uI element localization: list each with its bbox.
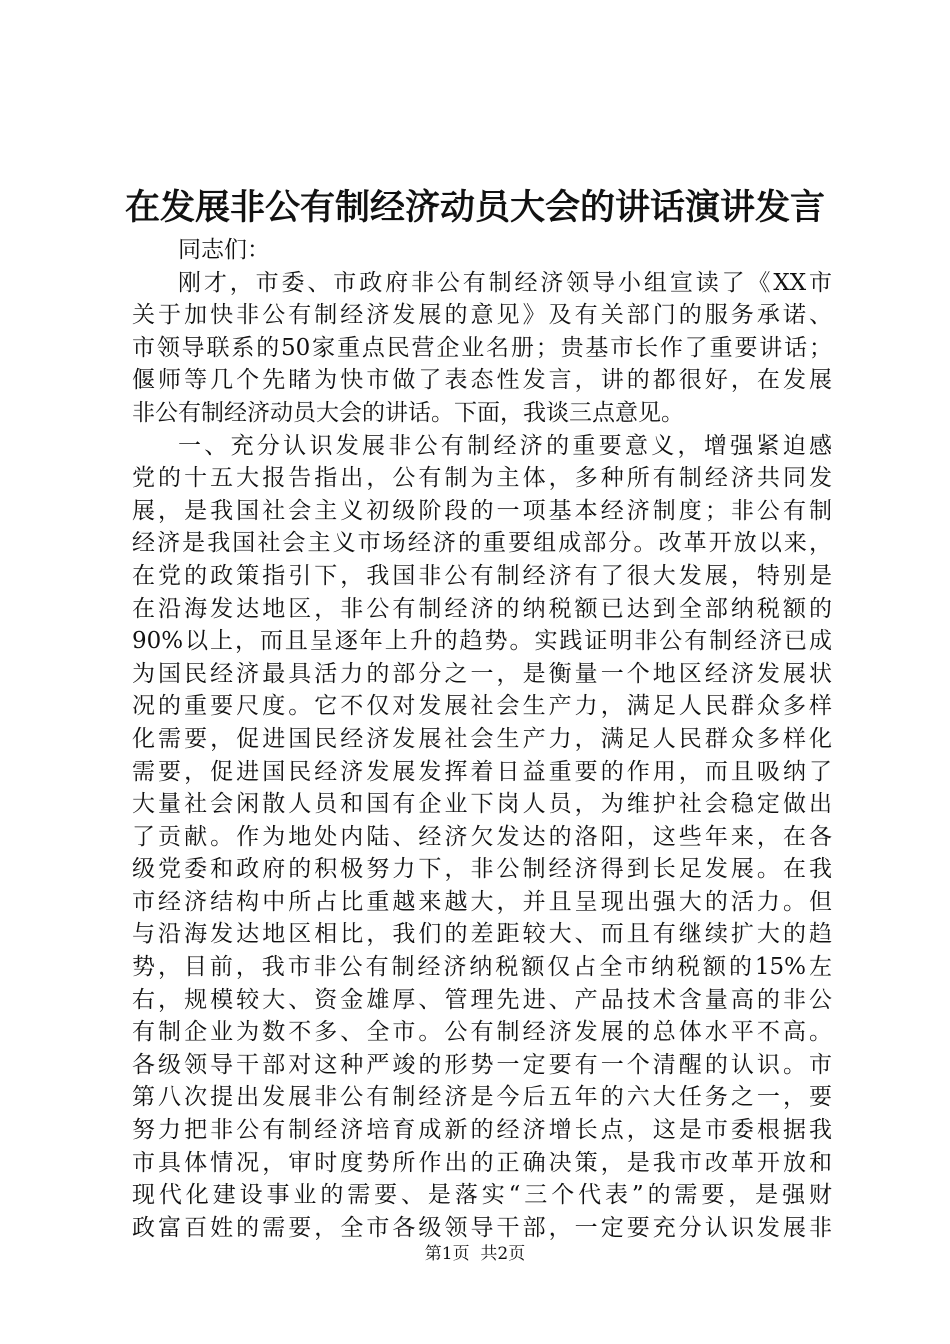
body-line: 刚才，市委、市政府非公有制经济领导小组宣读了《XX市 [178,269,832,296]
body-line: 非公有制经济动员大会的讲话。下面，我谈三点意见。 [132,399,684,426]
body-line: 90%以上，而且呈逐年上升的趋势。实践证明非公有制经济已成 [132,628,832,655]
body-line: 在党的政策指引下，我国非公有制经济有了很大发展，特别是 [132,562,832,589]
body-line: 势，目前，我市非公有制经济纳税额仅占全市纳税额的15%左 [132,954,832,981]
body-line: 党的十五大报告指出，公有制为主体，多种所有制经济共同发 [132,465,832,492]
body-line: 政富百姓的需要，全市各级领导干部，一定要充分认识发展非 [132,1214,832,1241]
body-line: 与沿海发达地区相比，我们的差距较大、而且有继续扩大的趋 [132,921,832,948]
body-line: 化需要，促进国民经济发展社会生产力，满足人民群众多样化 [132,725,832,752]
page-footer [0,1242,950,1266]
body-line: 第八次提出发展非公有制经济是今后五年的六大任务之一，要 [132,1084,832,1111]
body-line: 市领导联系的50家重点民营企业名册；贵基市长作了重要讲话； [132,334,832,361]
body-line: 经济是我国社会主义市场经济的重要组成部分。改革开放以来， [132,530,832,557]
body-line: 大量社会闲散人员和国有企业下岗人员，为维护社会稳定做出 [132,791,832,818]
body-line: 关于加快非公有制经济发展的意见》及有关部门的服务承诺、 [132,302,832,329]
document-body [132,234,832,1244]
body-line: 在沿海发达地区，非公有制经济的纳税额已达到全部纳税额的 [132,595,832,622]
body-line: 市经济结构中所占比重越来越大，并且呈现出强大的活力。但 [132,888,832,915]
body-line: 了贡献。作为地处内陆、经济欠发达的洛阳，这些年来，在各 [132,823,832,850]
body-line: 为国民经济最具活力的部分之一，是衡量一个地区经济发展状 [132,660,832,687]
body-line: 需要，促进国民经济发展发挥着日益重要的作用，而且吸纳了 [132,758,832,785]
page-total: 共2页 [480,1244,526,1264]
body-line: 况的重要尺度。它不仅对发展社会生产力，满足人民群众多样 [132,693,832,720]
body-line: 一、充分认识发展非公有制经济的重要意义，增强紧迫感 [178,432,832,459]
body-line: 现代化建设事业的需要、是落实“三个代表”的需要，是强财 [132,1182,832,1209]
page-number: 第1页 [424,1244,470,1264]
body-line: 展，是我国社会主义初级阶段的一项基本经济制度；非公有制 [132,497,832,524]
document-title: 在发展非公有制经济动员大会的讲话演讲发言 [124,188,825,228]
body-line: 有制企业为数不多、全市。公有制经济发展的总体水平不高。 [132,1019,832,1046]
body-line: 偃师等几个先睹为快市做了表态性发言，讲的都很好，在发展 [132,367,832,394]
body-line: 努力把非公有制经济培育成新的经济增长点，这是市委根据我 [132,1117,832,1144]
body-line: 同志们： [178,237,270,263]
body-line: 市具体情况，审时度势所作出的正确决策，是我市改革开放和 [132,1149,832,1176]
body-line: 级党委和政府的积极努力下，非公制经济得到长足发展。在我 [132,856,832,883]
body-line: 右，规模较大、资金雄厚、管理先进、产品技术含量高的非公 [132,986,832,1013]
body-line: 各级领导干部对这种严竣的形势一定要有一个清醒的认识。市 [132,1051,832,1078]
